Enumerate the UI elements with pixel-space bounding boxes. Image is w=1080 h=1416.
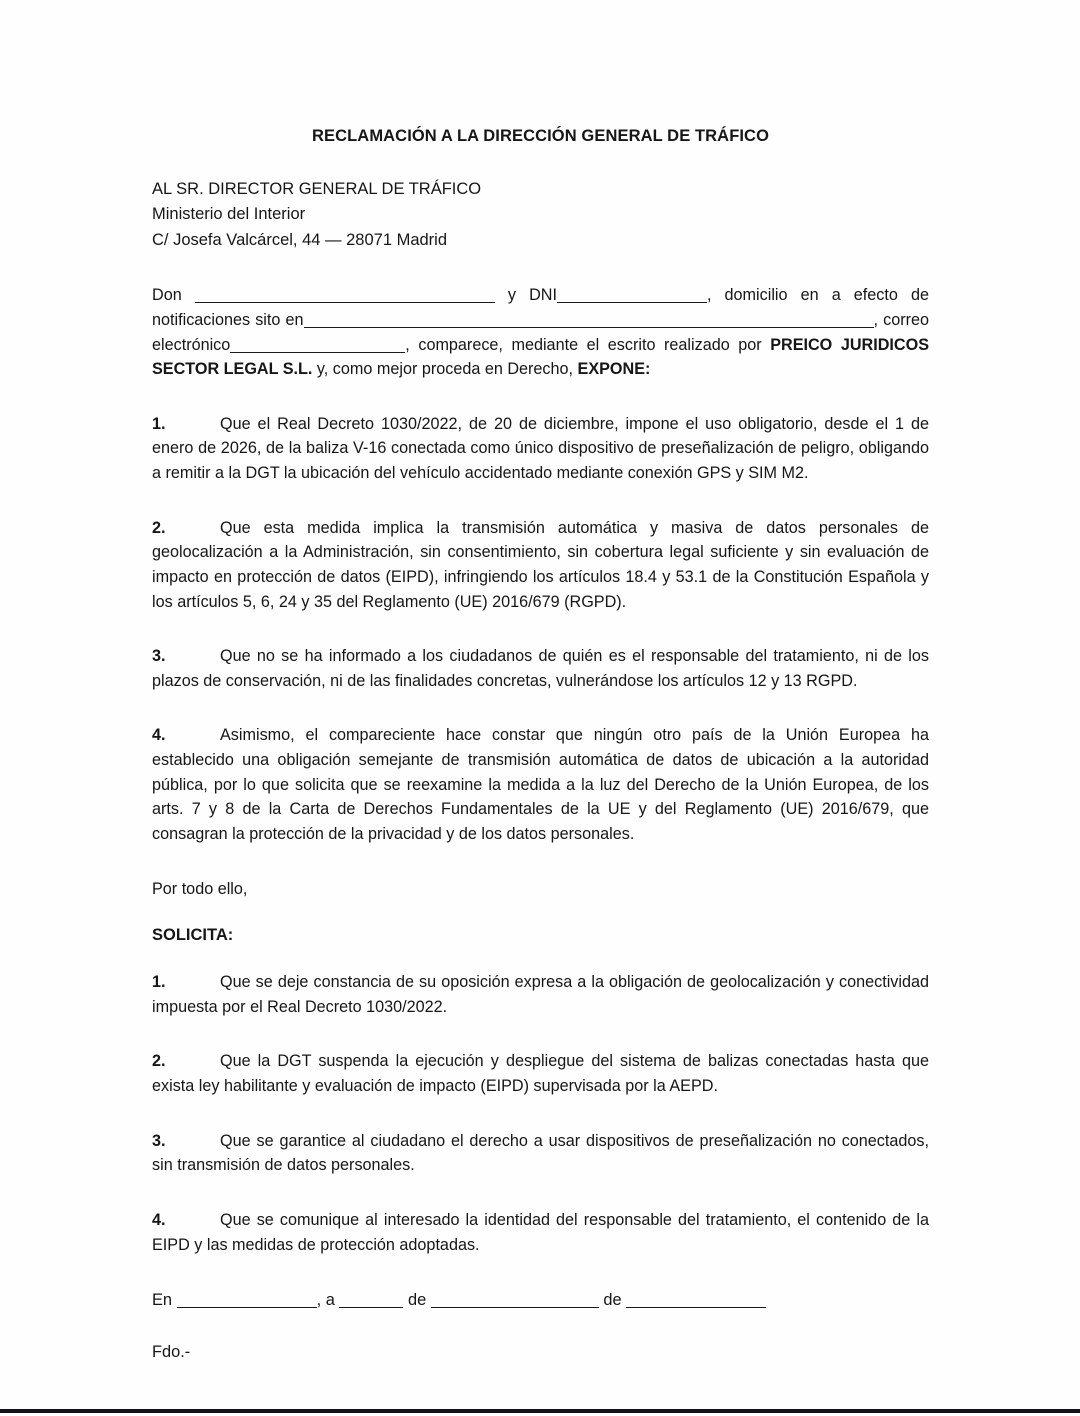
addressee-line-3: C/ Josefa Valcárcel, 44 — 28071 Madrid (152, 230, 448, 249)
label-correo: correo electrónico (152, 310, 929, 354)
text-after-firm: y, como mejor proceda en Derecho, (312, 360, 578, 379)
label-de-1: de (407, 1291, 427, 1310)
expone-item-text: Que esta medida implica la transmisión automática y masiva de datos personales de geolocalización a la Administración, sin consentimiento, sin cobertura legal suficiente y sin evaluación de impacto en protección de datos (EIPD), infringiendo los artículos 18.4 y 53.1 de la Constitución Española y los artículos 5, 6, 24 y 35 del Reglamento (UE) 2016/679 (RGPD). (152, 518, 929, 611)
expone-item-text: Asimismo, el compareciente hace constar que ningún otro país de la Unión Europea ha establecido una obligación semejante de transmisión automática de datos de ubicación a la autoridad pública, por lo que solicita que se reexamine la medida a la luz del Derecho de la Unión Europea, de los arts. 7 y 8 de la Carta de Derechos Fundamentales de la UE y del Reglamento (UE) 2016/679, que consagran la protección de la privacidad y de los datos personales. (152, 726, 929, 843)
bottom-edge-band (0, 1409, 1080, 1413)
text-after-notificaciones: , (873, 310, 878, 329)
addressee-block (152, 177, 929, 254)
solicita-item-text: Que se garantice al ciudadano el derecho a usar dispositivos de preseñalización no conectados, sin transmisión de datos personales. (152, 1131, 929, 1175)
solicita-item (152, 1049, 929, 1098)
solicita-item-text: Que se deje constancia de su oposición expresa a la obligación de geolocalización y conectividad impuesta por el Real Decreto 1030/2022. (152, 973, 929, 1016)
expone-item-text: Que no se ha informado a los ciudadanos de quién es el responsable del tratamiento, ni de los plazos de conservación, ni de las finalidades concretas, vulnerándose los artículos 12 y 13 RGPD. (152, 647, 929, 690)
intro-paragraph (152, 283, 929, 382)
expone-item-number: 2. (152, 518, 166, 537)
email-blank-field[interactable] (230, 339, 405, 353)
solicita-item-number: 1. (152, 973, 166, 992)
expone-keyword: EXPONE: (577, 360, 651, 379)
name-blank-field[interactable] (195, 289, 495, 303)
page-title: RECLAMACIÓN A LA DIRECCIÓN GENERAL DE TRÁFICO (311, 127, 770, 145)
expone-item-number: 4. (152, 726, 166, 745)
label-de-2: de (603, 1291, 622, 1310)
solicita-item (152, 970, 929, 1019)
solicita-item-text: Que se comunique al interesado la identidad del responsable del tratamiento, el contenido de la EIPD y las medidas de protección adoptadas. (152, 1210, 929, 1254)
month-blank-field[interactable] (431, 1294, 599, 1308)
solicita-item-text: Que la DGT suspenda la ejecución y despliegue del sistema de balizas conectadas hasta que exista ley habilitante y evaluación de impacto (EIPD) supervisada por la AEPD. (152, 1052, 929, 1096)
expone-item-number: 3. (152, 647, 166, 666)
firm-name-part1: PREICO (770, 335, 833, 354)
signature-date-line (152, 1287, 929, 1313)
place-blank-field[interactable] (177, 1294, 317, 1308)
expone-item (152, 723, 929, 846)
expone-item-text: Que el Real Decreto 1030/2022, de 20 de diciembre, impone el uso obligatorio, desde el 1 de enero de 2026, de la baliza V-16 conectada como único dispositivo de preseñalización de peligro, obligando a remitir a la DGT la ubicación del vehículo accidentado mediante conexión GPS y SIM M2. (152, 414, 929, 483)
label-en: En (152, 1291, 173, 1310)
label-a: , a (316, 1291, 335, 1310)
firm-name-part2: JURIDICOS SECTOR LEGAL S.L. (152, 335, 929, 379)
solicita-item-number: 3. (152, 1131, 166, 1150)
addressee-line-2: Ministerio del Interior (152, 205, 306, 224)
expone-item (152, 644, 929, 693)
solicita-item (152, 1129, 929, 1178)
signature-fdo-label: Fdo.- (152, 1343, 191, 1362)
dni-blank-field[interactable] (557, 289, 707, 303)
solicita-heading: SOLICITA: (152, 926, 234, 945)
expone-item (152, 516, 929, 615)
label-notificaciones: notificaciones sito en (152, 310, 304, 329)
label-don: Don (152, 286, 182, 305)
document-body (152, 0, 929, 1379)
address-blank-field[interactable] (304, 314, 874, 328)
text-after-dni: , domicilio en a efecto de (706, 286, 929, 305)
text-after-correo: , comparece, mediante el escrito realizado por (405, 335, 771, 354)
expone-item-number: 1. (152, 414, 166, 433)
label-y-dni: y DNI (507, 286, 557, 305)
expone-item (152, 412, 929, 486)
day-blank-field[interactable] (339, 1294, 403, 1308)
solicita-item (152, 1208, 929, 1257)
year-blank-field[interactable] (626, 1294, 766, 1308)
addressee-line-1: AL SR. DIRECTOR GENERAL DE TRÁFICO (152, 179, 482, 198)
por-todo-ello-line: Por todo ello, (152, 879, 248, 898)
solicita-item-number: 2. (152, 1052, 166, 1071)
solicita-item-number: 4. (152, 1210, 166, 1229)
